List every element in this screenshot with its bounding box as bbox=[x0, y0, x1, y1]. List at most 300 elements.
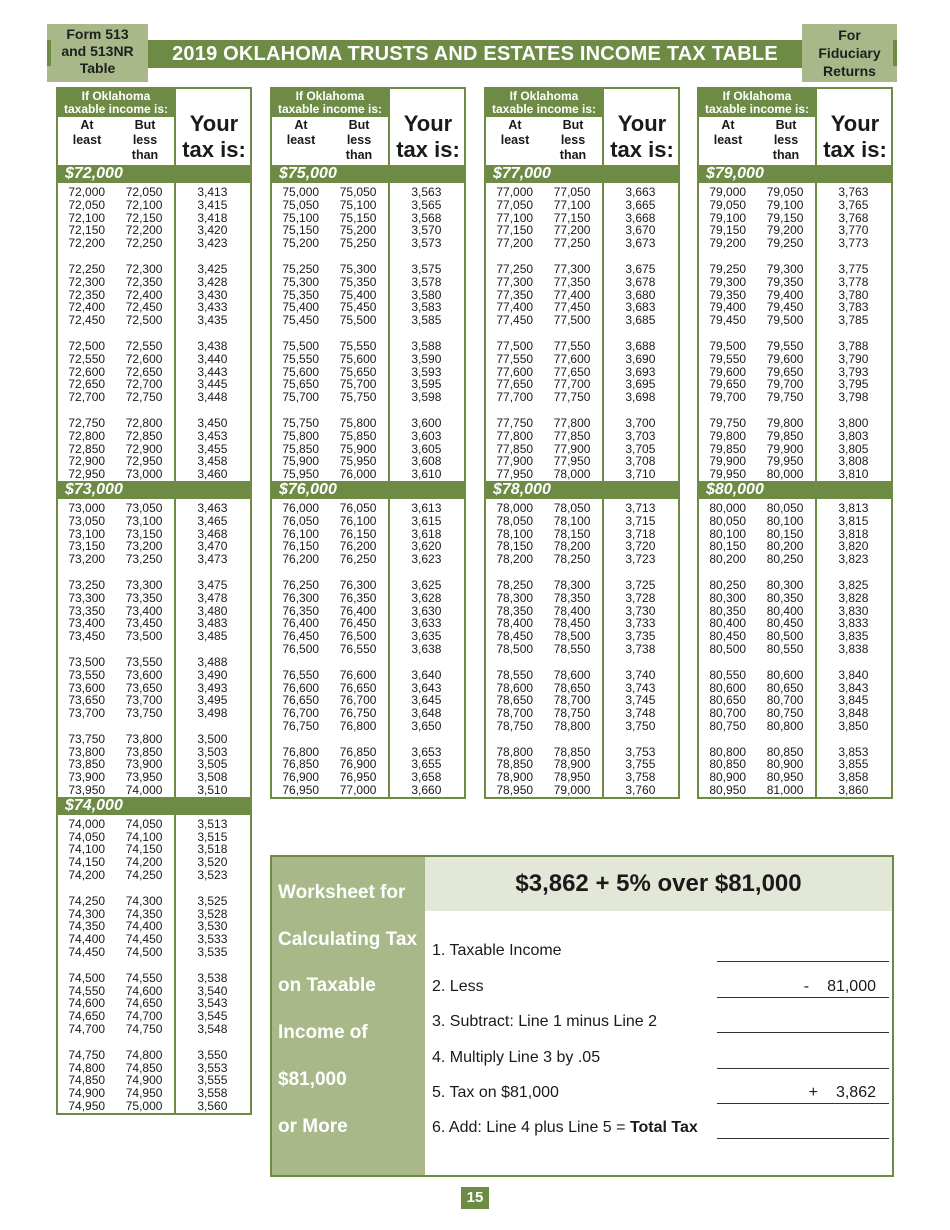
at-least-value: 80,800 bbox=[709, 744, 747, 759]
at-least-value: 74,150 bbox=[68, 855, 106, 870]
tax-value: 3,823 bbox=[838, 552, 869, 567]
but-less-than-value: 75,900 bbox=[339, 441, 377, 456]
column-divider bbox=[174, 499, 176, 797]
but-less-than-value: 72,450 bbox=[125, 300, 163, 315]
but-less-than-value: 80,150 bbox=[766, 526, 804, 541]
your-tax-line1: Your bbox=[189, 111, 239, 136]
tax-value: 3,625 bbox=[411, 577, 442, 592]
table-row bbox=[699, 592, 891, 605]
table-row bbox=[58, 340, 250, 353]
but-less-than-value: 76,500 bbox=[339, 629, 377, 644]
form-label-line2: and 513NR bbox=[61, 43, 134, 59]
tax-value: 3,680 bbox=[625, 287, 656, 302]
at-least-line1: At bbox=[294, 118, 308, 132]
but-less-than-value: 73,400 bbox=[125, 603, 163, 618]
at-least-value: 79,550 bbox=[709, 351, 747, 366]
but-less-than-value: 76,100 bbox=[339, 513, 377, 528]
but-less-than-value: 78,200 bbox=[553, 539, 591, 554]
at-least-value: 79,200 bbox=[709, 236, 747, 251]
tax-value: 3,718 bbox=[625, 526, 656, 541]
table-row bbox=[58, 263, 250, 276]
table-row bbox=[699, 669, 891, 682]
table-row bbox=[58, 391, 250, 404]
tax-value: 3,845 bbox=[838, 693, 869, 708]
column-divider bbox=[174, 89, 176, 167]
tax-value: 3,608 bbox=[411, 454, 442, 469]
but-less-than-value: 73,950 bbox=[125, 770, 163, 785]
at-least-value: 77,100 bbox=[496, 210, 534, 225]
tax-value: 3,788 bbox=[838, 338, 869, 353]
but-less-than-value: 73,050 bbox=[125, 500, 163, 515]
tax-value: 3,555 bbox=[197, 1073, 228, 1088]
table-row bbox=[58, 592, 250, 605]
but-less-than-value: 79,450 bbox=[766, 300, 804, 315]
total-tax-field[interactable] bbox=[717, 1117, 889, 1139]
but-less-than-value: 78,100 bbox=[553, 513, 591, 528]
at-least-value: 77,250 bbox=[496, 261, 534, 276]
but-less-than-value: 72,950 bbox=[125, 454, 163, 469]
tax-value: 3,798 bbox=[838, 390, 869, 405]
at-least-value: 75,000 bbox=[282, 185, 320, 199]
but-less-than-value: 77,350 bbox=[553, 274, 591, 289]
table-row bbox=[486, 430, 678, 443]
at-least-value: 80,100 bbox=[709, 526, 747, 541]
income-bracket-section bbox=[699, 481, 891, 797]
worksheet-line-label: 1. Taxable Income bbox=[432, 942, 562, 959]
page-number: 15 bbox=[461, 1187, 489, 1209]
your-tax-line1: Your bbox=[830, 111, 880, 136]
page-title: 2019 OKLAHOMA TRUSTS AND ESTATES INCOME TAX TABLE bbox=[148, 40, 802, 68]
at-least-value: 77,750 bbox=[496, 415, 534, 430]
but-less-than-value: 79,200 bbox=[766, 223, 804, 238]
but-less-than-value: 77,650 bbox=[553, 364, 591, 379]
at-least-value: 73,450 bbox=[68, 629, 106, 644]
at-least-value: 73,000 bbox=[68, 500, 106, 515]
worksheet-line-2 bbox=[432, 976, 892, 998]
but-less-than-value: 80,350 bbox=[766, 590, 804, 605]
but-less-than-value: 72,250 bbox=[125, 236, 163, 251]
but-less-than-value: 80,250 bbox=[766, 552, 804, 567]
but-less-than-value: 76,150 bbox=[339, 526, 377, 541]
but-less-than-value: 75,150 bbox=[339, 210, 377, 225]
tax-value: 3,645 bbox=[411, 693, 442, 708]
but-less-line1: But bbox=[562, 118, 584, 132]
but-less-than-value: 80,100 bbox=[766, 513, 804, 528]
but-less-than-value: 73,550 bbox=[125, 654, 163, 669]
tax-value: 3,508 bbox=[197, 770, 228, 785]
worksheet-line-label: 5. Tax on $81,000 bbox=[432, 1084, 559, 1101]
tax-value: 3,805 bbox=[838, 441, 869, 456]
at-least-line2: least bbox=[286, 133, 316, 147]
tax-value: 3,490 bbox=[197, 667, 228, 682]
row-group bbox=[272, 502, 464, 579]
table-row bbox=[58, 1049, 250, 1062]
but-less-than-value: 72,750 bbox=[125, 390, 163, 405]
at-least-line1: At bbox=[508, 118, 522, 132]
tax-value: 3,615 bbox=[411, 513, 442, 528]
at-least-value: 80,250 bbox=[709, 577, 747, 592]
table-row bbox=[272, 417, 464, 430]
but-less-than-value: 79,100 bbox=[766, 197, 804, 212]
row-group bbox=[486, 263, 678, 340]
your-tax-line2: tax is: bbox=[396, 137, 460, 162]
but-less-than-value: 72,050 bbox=[125, 185, 163, 199]
but-less-line3: than bbox=[345, 148, 373, 162]
but-less-than-value: 75,350 bbox=[339, 274, 377, 289]
table-row bbox=[486, 353, 678, 366]
tax-value: 3,638 bbox=[411, 641, 442, 656]
at-least-value: 75,100 bbox=[282, 210, 320, 225]
row-group bbox=[486, 417, 678, 481]
at-least-value: 80,400 bbox=[709, 616, 747, 631]
at-least-value: 72,550 bbox=[68, 351, 106, 366]
at-least-value: 77,950 bbox=[496, 467, 534, 482]
tax-value: 3,755 bbox=[625, 757, 656, 772]
at-least-value: 73,750 bbox=[68, 731, 106, 746]
at-least-value: 73,350 bbox=[68, 603, 106, 618]
tax-value: 3,695 bbox=[625, 377, 656, 392]
but-less-than-value: 73,700 bbox=[125, 693, 163, 708]
tax-value: 3,588 bbox=[411, 338, 442, 353]
column-header bbox=[58, 87, 250, 165]
column-header bbox=[272, 87, 464, 165]
tax-value: 3,860 bbox=[838, 783, 869, 798]
fiduciary-label-line2: Fiduciary bbox=[818, 45, 881, 61]
at-least-value: 80,050 bbox=[709, 513, 747, 528]
at-least-value: 77,800 bbox=[496, 428, 534, 443]
table-row bbox=[58, 353, 250, 366]
income-bracket-section bbox=[486, 165, 678, 481]
but-less-than-value: 75,500 bbox=[339, 313, 377, 328]
at-least-value: 75,900 bbox=[282, 454, 320, 469]
tax-value: 3,825 bbox=[838, 577, 869, 592]
but-less-than-value: 78,700 bbox=[553, 693, 591, 708]
table-row bbox=[272, 630, 464, 643]
but-less-than-value: 80,700 bbox=[766, 693, 804, 708]
tax-value: 3,670 bbox=[625, 223, 656, 238]
tax-value: 3,668 bbox=[625, 210, 656, 225]
table-row bbox=[486, 630, 678, 643]
tax-value: 3,740 bbox=[625, 667, 656, 682]
table-row bbox=[699, 276, 891, 289]
tax-value: 3,685 bbox=[625, 313, 656, 328]
tax-value: 3,818 bbox=[838, 526, 869, 541]
but-less-line3: than bbox=[131, 148, 159, 162]
table-row bbox=[272, 276, 464, 289]
base-tax-value: 3,862 bbox=[835, 1084, 876, 1101]
but-less-than-value: 76,950 bbox=[339, 770, 377, 785]
tax-value: 3,445 bbox=[197, 377, 228, 392]
table-row bbox=[58, 468, 250, 481]
row-group bbox=[58, 263, 250, 340]
but-less-than-value: 80,400 bbox=[766, 603, 804, 618]
multiply-result-field[interactable] bbox=[717, 1047, 889, 1069]
but-less-than-value: 77,800 bbox=[553, 415, 591, 430]
column-divider bbox=[388, 183, 390, 481]
table-row bbox=[272, 720, 464, 733]
table-row bbox=[699, 340, 891, 353]
at-least-value: 76,450 bbox=[282, 629, 320, 644]
table-row bbox=[58, 515, 250, 528]
but-less-than-value: 76,050 bbox=[339, 500, 377, 515]
tax-value: 3,820 bbox=[838, 539, 869, 554]
income-header bbox=[699, 89, 815, 117]
but-less-than-value: 73,600 bbox=[125, 667, 163, 682]
tax-value: 3,730 bbox=[625, 603, 656, 618]
income-header-line2: taxable income is: bbox=[491, 102, 597, 116]
tax-value: 3,690 bbox=[625, 351, 656, 366]
but-less-than-value: 72,700 bbox=[125, 377, 163, 392]
but-less-line2: less bbox=[346, 133, 372, 147]
table-row bbox=[486, 720, 678, 733]
row-group bbox=[58, 656, 250, 733]
at-least-value: 72,600 bbox=[68, 364, 106, 379]
worksheet-side-line: on Taxable bbox=[278, 975, 376, 996]
but-less-than-value: 74,800 bbox=[125, 1047, 163, 1062]
column-header bbox=[699, 87, 891, 165]
tax-value: 3,705 bbox=[625, 441, 656, 456]
but-less-than-value: 76,350 bbox=[339, 590, 377, 605]
income-bracket-section bbox=[58, 165, 250, 481]
table-row bbox=[699, 707, 891, 720]
but-less-than-value: 74,950 bbox=[125, 1086, 163, 1101]
but-less-than-value: 75,950 bbox=[339, 454, 377, 469]
at-least-value: 73,200 bbox=[68, 552, 106, 567]
at-least-value: 74,950 bbox=[68, 1099, 106, 1114]
worksheet-line-label: 2. Less bbox=[432, 978, 484, 995]
at-least-value: 80,000 bbox=[709, 500, 747, 515]
bracket-label: $76,000 bbox=[272, 481, 464, 499]
at-least-value: 79,250 bbox=[709, 261, 747, 276]
at-least-header bbox=[272, 118, 330, 148]
at-least-value: 76,150 bbox=[282, 539, 320, 554]
but-less-than-value: 78,800 bbox=[553, 718, 591, 733]
row-group bbox=[58, 417, 250, 481]
at-least-value: 80,450 bbox=[709, 629, 747, 644]
header-edge-left bbox=[47, 40, 51, 66]
tax-value: 3,565 bbox=[411, 197, 442, 212]
table-row bbox=[699, 643, 891, 656]
at-least-value: 72,750 bbox=[68, 415, 106, 430]
tax-value: 3,758 bbox=[625, 770, 656, 785]
at-least-value: 79,900 bbox=[709, 454, 747, 469]
subtract-result-field[interactable] bbox=[717, 1011, 889, 1033]
but-less-than-value: 75,000 bbox=[125, 1099, 163, 1114]
but-less-than-value: 77,700 bbox=[553, 377, 591, 392]
tax-value: 3,853 bbox=[838, 744, 869, 759]
tax-value: 3,635 bbox=[411, 629, 442, 644]
header-edge-right bbox=[893, 40, 897, 66]
total-tax-label: Total Tax bbox=[629, 1119, 698, 1136]
table-row bbox=[699, 720, 891, 733]
row-group bbox=[58, 972, 250, 1049]
worksheet-formula-banner: $3,862 + 5% over $81,000 bbox=[425, 857, 892, 911]
but-less-than-value: 74,750 bbox=[125, 1022, 163, 1037]
tax-value: 3,495 bbox=[197, 693, 228, 708]
but-less-than-value: 79,250 bbox=[766, 236, 804, 251]
row-group bbox=[58, 186, 250, 263]
tax-value: 3,715 bbox=[625, 513, 656, 528]
but-less-than-value: 72,150 bbox=[125, 210, 163, 225]
at-least-value: 75,450 bbox=[282, 313, 320, 328]
tax-table-column bbox=[484, 87, 680, 799]
tax-value: 3,630 bbox=[411, 603, 442, 618]
row-group bbox=[486, 340, 678, 417]
tax-value: 3,785 bbox=[838, 313, 869, 328]
at-least-value: 80,150 bbox=[709, 539, 747, 554]
at-least-value: 77,550 bbox=[496, 351, 534, 366]
at-least-value: 76,000 bbox=[282, 500, 320, 515]
at-least-value: 76,900 bbox=[282, 770, 320, 785]
at-least-value: 79,600 bbox=[709, 364, 747, 379]
row-group bbox=[272, 579, 464, 669]
at-least-value: 79,350 bbox=[709, 287, 747, 302]
but-less-than-value: 80,300 bbox=[766, 577, 804, 592]
at-least-value: 76,750 bbox=[282, 718, 320, 733]
at-least-value: 75,650 bbox=[282, 377, 320, 392]
but-less-than-value: 73,900 bbox=[125, 757, 163, 772]
at-least-value: 76,250 bbox=[282, 577, 320, 592]
at-least-value: 76,950 bbox=[282, 783, 320, 798]
but-less-than-value: 72,100 bbox=[125, 197, 163, 212]
table-row bbox=[699, 353, 891, 366]
at-least-value: 73,700 bbox=[68, 706, 106, 721]
table-row bbox=[699, 430, 891, 443]
table-row bbox=[486, 199, 678, 212]
row-group bbox=[58, 818, 250, 895]
income-header-line1: If Oklahoma bbox=[81, 89, 151, 103]
but-less-than-value: 75,800 bbox=[339, 415, 377, 430]
table-row bbox=[699, 515, 891, 528]
row-group bbox=[58, 579, 250, 656]
column-divider bbox=[815, 499, 817, 797]
tax-value: 3,633 bbox=[411, 616, 442, 631]
table-row bbox=[272, 314, 464, 327]
at-least-value: 76,350 bbox=[282, 603, 320, 618]
at-least-value: 72,000 bbox=[68, 185, 106, 199]
at-least-value: 74,600 bbox=[68, 996, 106, 1011]
at-least-value: 78,450 bbox=[496, 629, 534, 644]
tax-value: 3,745 bbox=[625, 693, 656, 708]
but-less-than-value: 73,450 bbox=[125, 616, 163, 631]
at-least-value: 74,400 bbox=[68, 932, 106, 947]
table-row bbox=[486, 784, 678, 797]
tax-value: 3,838 bbox=[838, 641, 869, 656]
tax-value: 3,790 bbox=[838, 351, 869, 366]
row-group bbox=[272, 746, 464, 797]
tax-value: 3,413 bbox=[197, 185, 228, 199]
at-least-value: 79,150 bbox=[709, 223, 747, 238]
but-less-than-value: 80,050 bbox=[766, 500, 804, 515]
at-least-value: 76,100 bbox=[282, 526, 320, 541]
bracket-label: $77,000 bbox=[486, 165, 678, 183]
tax-value: 3,713 bbox=[625, 500, 656, 515]
table-row bbox=[272, 353, 464, 366]
but-less-than-value: 77,200 bbox=[553, 223, 591, 238]
tax-value: 3,743 bbox=[625, 680, 656, 695]
tax-value: 3,768 bbox=[838, 210, 869, 225]
at-least-value: 73,850 bbox=[68, 757, 106, 772]
your-tax-line2: tax is: bbox=[610, 137, 674, 162]
tax-value: 3,463 bbox=[197, 500, 228, 515]
but-less-than-value: 79,650 bbox=[766, 364, 804, 379]
tax-value: 3,698 bbox=[625, 390, 656, 405]
tax-value: 3,720 bbox=[625, 539, 656, 554]
but-less-than-value: 80,950 bbox=[766, 770, 804, 785]
tax-value: 3,660 bbox=[411, 783, 442, 798]
worksheet-line-6 bbox=[432, 1117, 892, 1139]
tax-value: 3,523 bbox=[197, 868, 228, 883]
tax-value: 3,428 bbox=[197, 274, 228, 289]
fiduciary-label-line1: For bbox=[838, 27, 861, 43]
but-less-than-value: 79,600 bbox=[766, 351, 804, 366]
at-least-value: 73,500 bbox=[68, 654, 106, 669]
but-less-than-value: 75,400 bbox=[339, 287, 377, 302]
bracket-label: $72,000 bbox=[58, 165, 250, 183]
income-header bbox=[272, 89, 388, 117]
but-less-than-value: 72,600 bbox=[125, 351, 163, 366]
table-row bbox=[58, 630, 250, 643]
table-row bbox=[486, 669, 678, 682]
at-least-value: 72,100 bbox=[68, 210, 106, 225]
but-less-than-value: 79,000 bbox=[553, 783, 591, 798]
tax-value: 3,425 bbox=[197, 261, 228, 276]
your-tax-line1: Your bbox=[617, 111, 667, 136]
table-row bbox=[699, 784, 891, 797]
at-least-value: 79,000 bbox=[709, 185, 747, 199]
but-less-than-value: 76,550 bbox=[339, 641, 377, 656]
but-less-than-value: 74,050 bbox=[125, 816, 163, 831]
at-least-value: 80,850 bbox=[709, 757, 747, 772]
income-header-line1: If Oklahoma bbox=[722, 89, 792, 103]
tax-value: 3,688 bbox=[625, 338, 656, 353]
at-least-line1: At bbox=[80, 118, 94, 132]
at-least-value: 75,400 bbox=[282, 300, 320, 315]
at-least-value: 79,650 bbox=[709, 377, 747, 392]
tax-value: 3,553 bbox=[197, 1060, 228, 1075]
but-less-than-value: 79,900 bbox=[766, 441, 804, 456]
at-least-value: 78,400 bbox=[496, 616, 534, 631]
worksheet-side-line: Income of bbox=[278, 1022, 368, 1043]
table-row bbox=[699, 391, 891, 404]
table-row bbox=[272, 784, 464, 797]
at-least-value: 78,800 bbox=[496, 744, 534, 759]
row-group bbox=[699, 263, 891, 340]
but-less-than-value: 72,200 bbox=[125, 223, 163, 238]
at-least-value: 73,400 bbox=[68, 616, 106, 631]
at-least-value: 75,550 bbox=[282, 351, 320, 366]
but-less-than-value: 78,150 bbox=[553, 526, 591, 541]
table-row bbox=[699, 579, 891, 592]
taxable-income-field[interactable] bbox=[717, 940, 889, 962]
at-least-value: 80,550 bbox=[709, 667, 747, 682]
tax-value: 3,590 bbox=[411, 351, 442, 366]
but-less-than-value: 79,150 bbox=[766, 210, 804, 225]
but-less-than-value: 77,000 bbox=[339, 783, 377, 798]
but-less-than-value: 75,050 bbox=[339, 185, 377, 199]
at-least-header bbox=[486, 118, 544, 148]
row-group bbox=[272, 669, 464, 746]
bracket-rows bbox=[272, 499, 464, 797]
income-header-line2: taxable income is: bbox=[63, 102, 169, 116]
at-least-value: 77,700 bbox=[496, 390, 534, 405]
at-least-value: 75,350 bbox=[282, 287, 320, 302]
tax-value: 3,520 bbox=[197, 855, 228, 870]
table-row bbox=[272, 391, 464, 404]
table-row bbox=[58, 733, 250, 746]
tax-value: 3,433 bbox=[197, 300, 228, 315]
worksheet-line-5 bbox=[432, 1082, 892, 1104]
